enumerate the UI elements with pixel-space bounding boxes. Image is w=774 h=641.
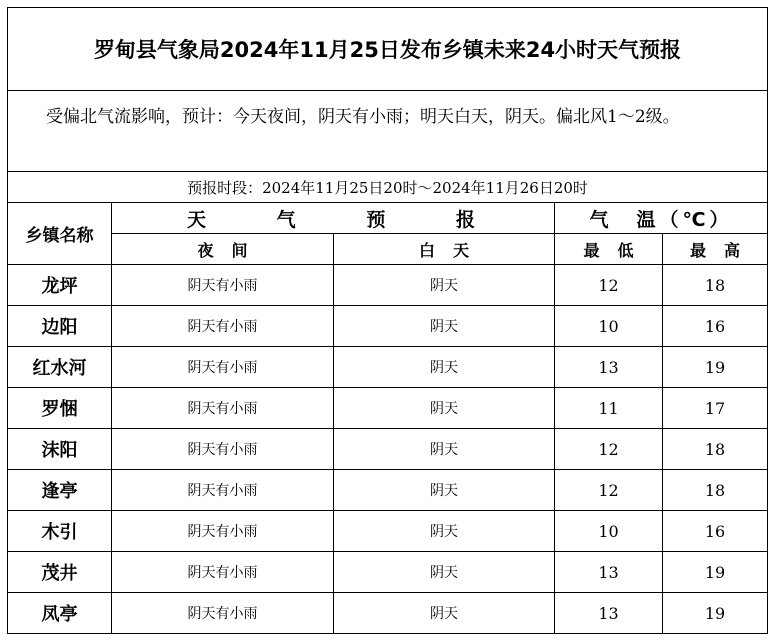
temperature-header-char: 气 <box>589 208 613 231</box>
day-weather: 阴天 <box>334 265 555 306</box>
min-temp: 10 <box>555 306 663 347</box>
night-weather: 阴天有小雨 <box>112 306 334 347</box>
max-temp: 16 <box>663 511 768 552</box>
day-weather: 阴天 <box>334 306 555 347</box>
temperature-header-unit: 温（℃） <box>636 208 733 231</box>
weather-forecast-header <box>112 203 555 234</box>
night-weather: 阴天有小雨 <box>112 429 334 470</box>
night-weather: 阴天有小雨 <box>112 388 334 429</box>
table-row <box>8 429 768 470</box>
town-name: 沫阳 <box>8 429 112 470</box>
min-temp: 12 <box>555 470 663 511</box>
max-header-char: 高 <box>724 240 741 260</box>
forecast-header-char: 天 <box>187 208 211 231</box>
town-name-header: 乡镇名称 <box>8 203 112 265</box>
min-temp: 12 <box>555 265 663 306</box>
table-row <box>8 265 768 306</box>
table-row <box>8 347 768 388</box>
forecast-header-char: 气 <box>276 208 300 231</box>
day-weather: 阴天 <box>334 470 555 511</box>
max-temp: 18 <box>663 265 768 306</box>
max-temp: 19 <box>663 552 768 593</box>
town-name: 罗悃 <box>8 388 112 429</box>
max-temp: 16 <box>663 306 768 347</box>
max-temp: 19 <box>663 593 768 634</box>
min-temp: 10 <box>555 511 663 552</box>
max-temp: 18 <box>663 470 768 511</box>
night-weather: 阴天有小雨 <box>112 511 334 552</box>
day-weather: 阴天 <box>334 511 555 552</box>
forecast-summary-cell <box>8 91 768 172</box>
min-temp: 12 <box>555 429 663 470</box>
max-temp: 17 <box>663 388 768 429</box>
town-name: 红水河 <box>8 347 112 388</box>
document-title: 罗甸县气象局2024年11月25日发布乡镇未来24小时天气预报 <box>8 8 768 91</box>
day-header-char: 天 <box>453 240 470 260</box>
table-row <box>8 552 768 593</box>
min-header-char: 最 <box>583 240 600 260</box>
header-row-1 <box>8 203 768 234</box>
forecast-header-char: 报 <box>455 208 479 231</box>
day-weather: 阴天 <box>334 552 555 593</box>
summary-row <box>8 91 768 172</box>
max-temp-header <box>663 234 768 265</box>
table-row <box>8 306 768 347</box>
min-header-char: 低 <box>617 240 634 260</box>
table-row <box>8 593 768 634</box>
day-weather: 阴天 <box>334 429 555 470</box>
day-weather: 阴天 <box>334 388 555 429</box>
title-row <box>8 8 768 91</box>
forecast-period: 预报时段：2024年11月25日20时～2024年11月26日20时 <box>8 172 768 203</box>
night-weather: 阴天有小雨 <box>112 470 334 511</box>
night-header-char: 间 <box>231 240 248 260</box>
min-temp: 13 <box>555 552 663 593</box>
forecast-summary: 受偏北气流影响，预计：今天夜间，阴天有小雨；明天白天，阴天。偏北风1～2级。 <box>46 107 680 127</box>
max-temp: 18 <box>663 429 768 470</box>
day-header-char: 白 <box>418 240 435 260</box>
town-name: 木引 <box>8 511 112 552</box>
table-row <box>8 388 768 429</box>
day-header <box>334 234 555 265</box>
period-row <box>8 172 768 203</box>
day-weather: 阴天 <box>334 347 555 388</box>
forecast-header-char: 预 <box>366 208 390 231</box>
night-header-char: 夜 <box>197 240 214 260</box>
min-temp: 11 <box>555 388 663 429</box>
min-temp-header <box>555 234 663 265</box>
min-temp: 13 <box>555 347 663 388</box>
night-weather: 阴天有小雨 <box>112 265 334 306</box>
max-header-char: 最 <box>689 240 706 260</box>
table-row <box>8 511 768 552</box>
header-row-2 <box>8 234 768 265</box>
table-row <box>8 470 768 511</box>
town-name: 逢亭 <box>8 470 112 511</box>
temperature-header <box>555 203 768 234</box>
max-temp: 19 <box>663 347 768 388</box>
night-weather: 阴天有小雨 <box>112 593 334 634</box>
night-weather: 阴天有小雨 <box>112 552 334 593</box>
town-name: 凤亭 <box>8 593 112 634</box>
min-temp: 13 <box>555 593 663 634</box>
town-name: 龙坪 <box>8 265 112 306</box>
town-name: 茂井 <box>8 552 112 593</box>
town-name: 边阳 <box>8 306 112 347</box>
night-weather: 阴天有小雨 <box>112 347 334 388</box>
forecast-table <box>7 7 768 634</box>
night-header <box>112 234 334 265</box>
day-weather: 阴天 <box>334 593 555 634</box>
